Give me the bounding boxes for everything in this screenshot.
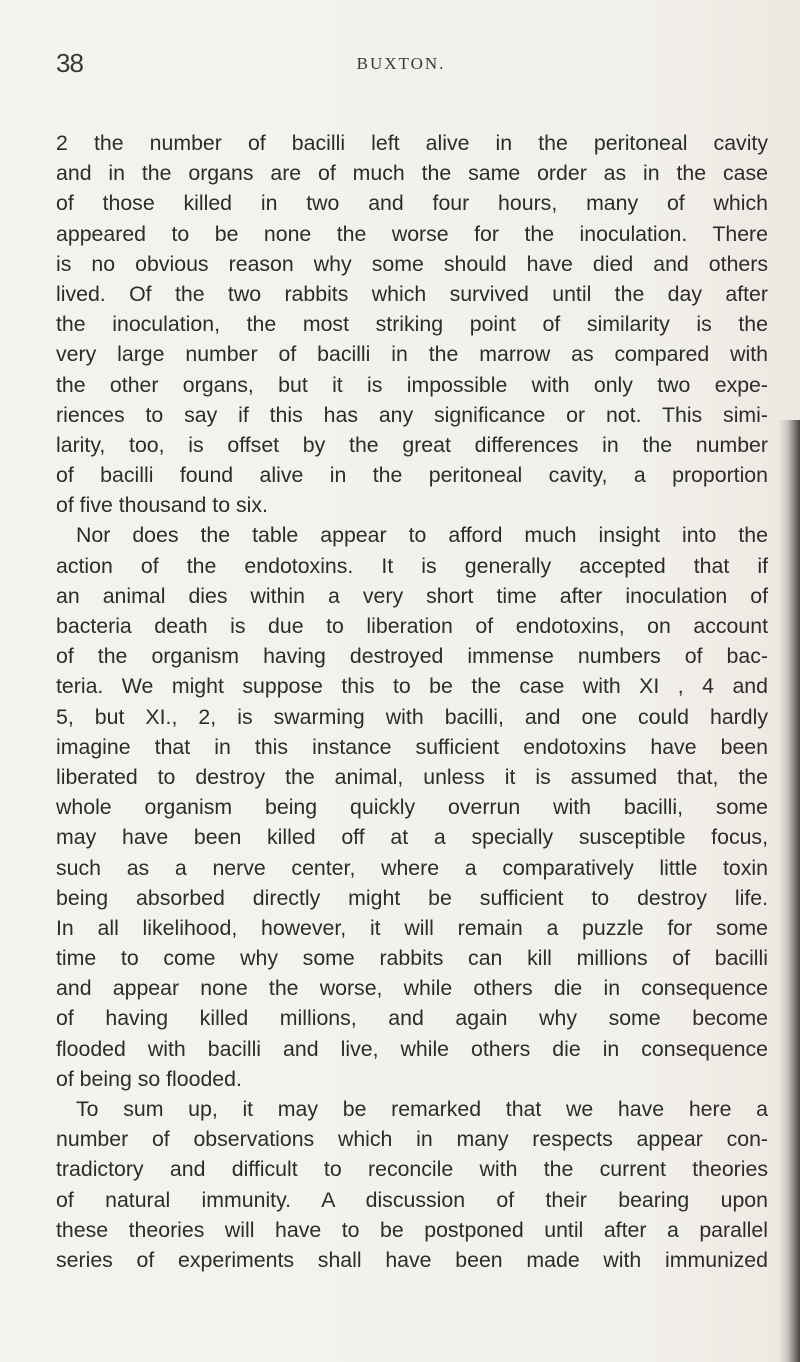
text-line: riences to say if this has any significance or not. This simi- bbox=[56, 402, 768, 427]
text-line: being absorbed directly might be sufficient to destroy life. bbox=[56, 885, 768, 910]
text-line: the other organs, but it is impossible with only two expe- bbox=[56, 372, 768, 397]
text-line: Nor does the table appear to afford much insight into the bbox=[76, 523, 768, 548]
text-line: an animal dies within a very short time after inoculation of bbox=[56, 583, 768, 608]
text-line: of natural immunity. A discussion of their bearing upon bbox=[56, 1187, 768, 1212]
text-line: 5, but XI., 2, is swarming with bacilli, and one could hardly bbox=[56, 704, 768, 729]
text-line: bacteria death is due to liberation of endotoxins, on account bbox=[56, 614, 768, 638]
text-line: and in the organs are of much the same order as in the case bbox=[56, 161, 768, 186]
text-line: is no obvious reason why some should have died and others bbox=[56, 251, 768, 276]
text-line: imagine that in this instance sufficient endotoxins have been bbox=[56, 734, 768, 759]
page-number: 38 bbox=[56, 48, 83, 78]
text-line: number of observations which in many respects appear con- bbox=[56, 1127, 768, 1152]
text-line: such as a nerve center, where a comparatively little toxin bbox=[56, 855, 768, 880]
text-line: series of experiments shall have been made with immunized bbox=[56, 1247, 768, 1272]
text-line: lived. Of the two rabbits which survived until the day after bbox=[56, 281, 768, 306]
text-line: flooded with bacilli and live, while others die in consequence bbox=[56, 1036, 768, 1061]
text-line: appeared to be none the worse for the inoculation. There bbox=[56, 221, 768, 246]
text-line: very large number of bacilli in the marrow as compared with bbox=[56, 342, 768, 367]
text-line: action of the endotoxins. It is generally accepted that if bbox=[56, 553, 768, 578]
text-line: of those killed in two and four hours, many of which bbox=[56, 191, 768, 216]
text-line: the inoculation, the most striking point of similarity is the bbox=[56, 312, 768, 337]
text-line: may have been killed off at a specially susceptible focus, bbox=[56, 825, 768, 850]
text-line: of five thousand to six. bbox=[56, 493, 268, 518]
text-line: and appear none the worse, while others die in consequence bbox=[56, 976, 768, 1001]
text-line: 2 the number of bacilli left alive in the peritoneal cavity bbox=[56, 131, 768, 155]
running-title: BUXTON. bbox=[356, 54, 446, 73]
text-line: whole organism being quickly overrun with bacilli, some bbox=[56, 795, 768, 820]
text-line: time to come why some rabbits can kill millions of bacilli bbox=[56, 946, 768, 971]
text-line: of having killed millions, and again why some become bbox=[56, 1006, 768, 1031]
text-line: larity, too, is offset by the great differences in the number bbox=[56, 432, 768, 457]
text-line: To sum up, it may be remarked that we have here a bbox=[76, 1097, 768, 1121]
text-line: these theories will have to be postponed until after a parallel bbox=[56, 1217, 768, 1242]
text-line: tradictory and difficult to reconcile with the current theories bbox=[56, 1157, 768, 1182]
text-line: of the organism having destroyed immense numbers of bac- bbox=[56, 644, 768, 669]
body-text bbox=[56, 128, 768, 1275]
text-line: In all likelihood, however, it will remain a puzzle for some bbox=[56, 915, 768, 940]
text-line: of being so flooded. bbox=[56, 1066, 242, 1091]
text-line: liberated to destroy the animal, unless it is assumed that, the bbox=[56, 764, 768, 789]
text-line: teria. We might suppose this to be the case with XI , 4 and bbox=[56, 674, 768, 699]
running-head bbox=[56, 48, 746, 88]
page-edge-shadow bbox=[778, 420, 800, 1362]
text-line: of bacilli found alive in the peritoneal cavity, a proportion bbox=[56, 463, 768, 488]
